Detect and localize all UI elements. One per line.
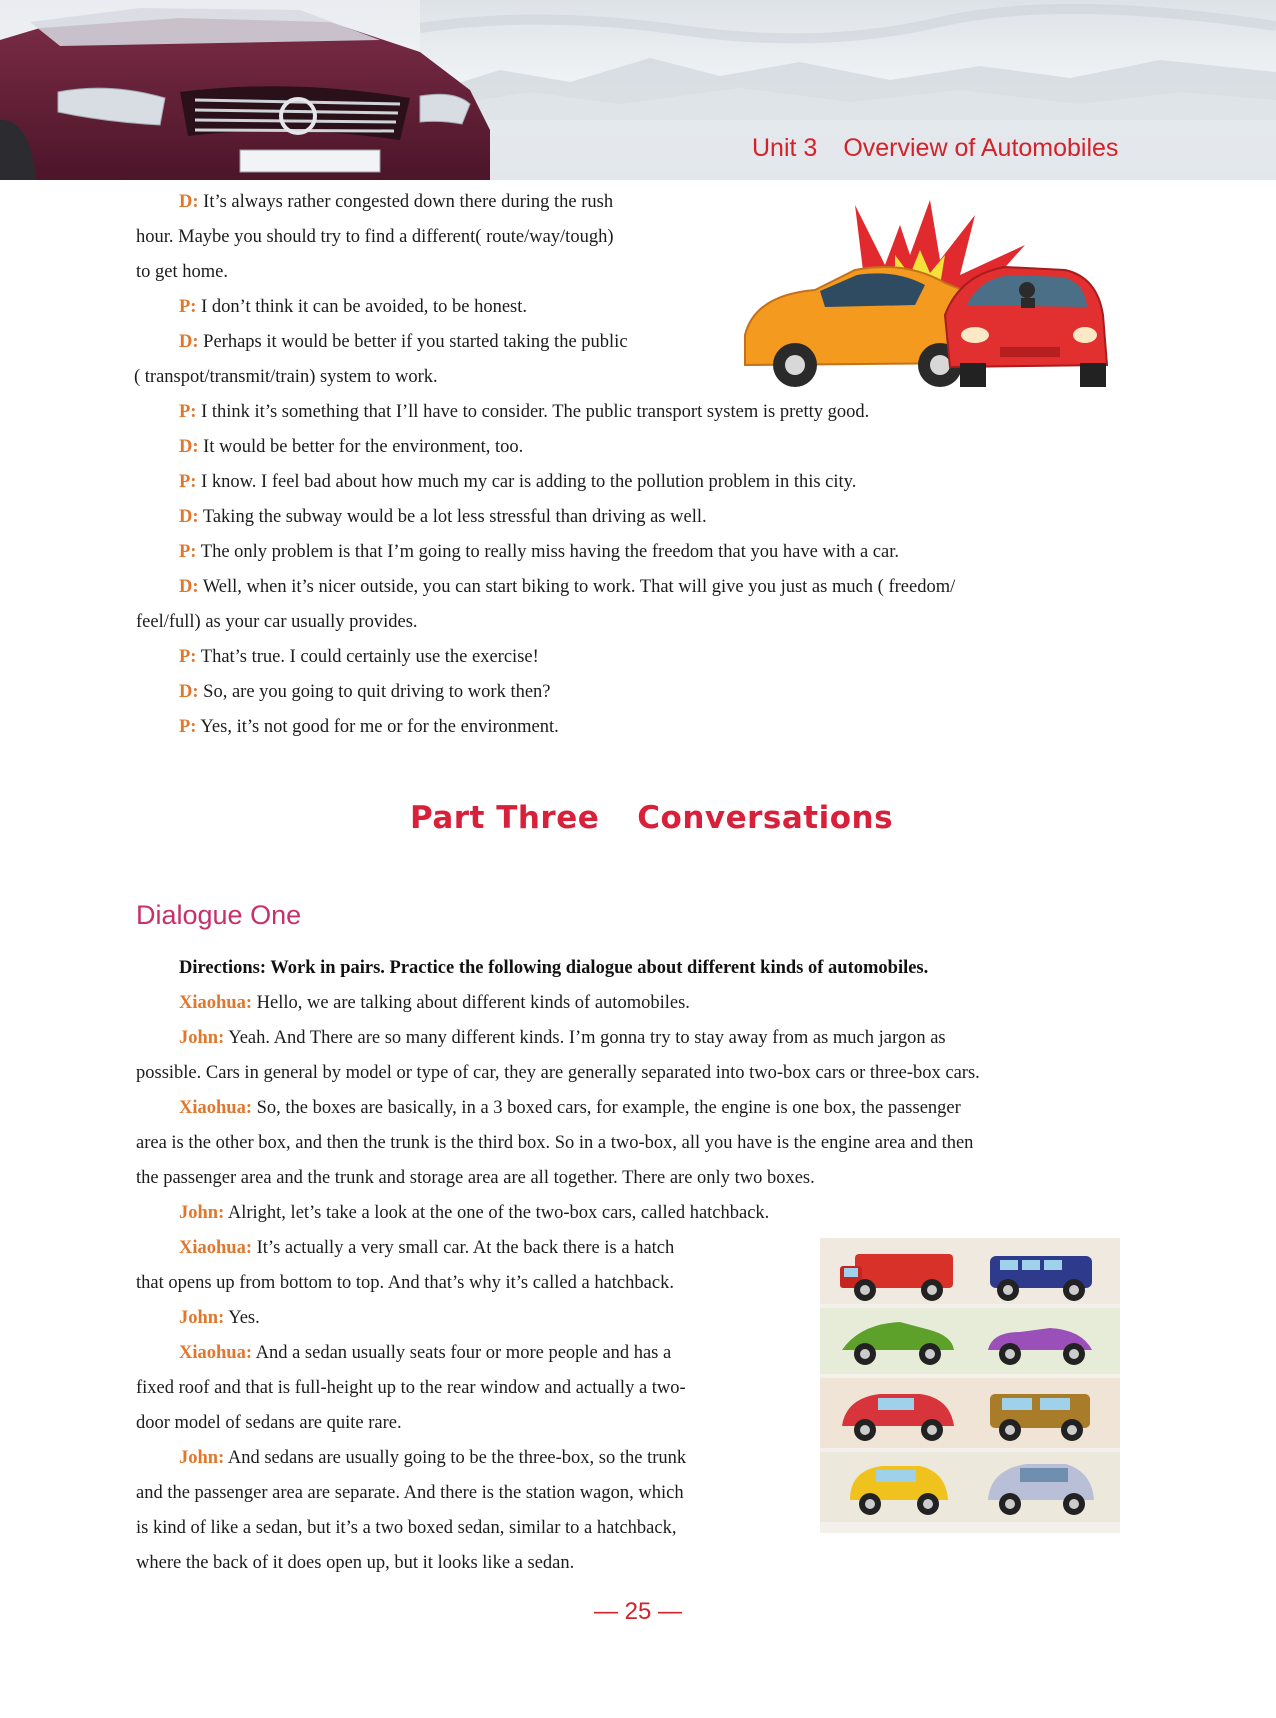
dialogue-line bbox=[136, 1483, 684, 1504]
line-text: Hello, we are talking about different kinds of automobiles. bbox=[256, 993, 690, 1013]
dialogue-line bbox=[136, 227, 613, 248]
part-title: Conversations bbox=[637, 800, 894, 836]
unit-title bbox=[752, 134, 1118, 163]
dialogue-line bbox=[136, 262, 228, 283]
speaker-label: P: bbox=[179, 402, 197, 422]
speaker-label: Xiaohua: bbox=[179, 1343, 252, 1363]
line-text: And a sedan usually seats four or more people and has a bbox=[255, 1343, 672, 1363]
line-text: So, are you going to quit driving to work then? bbox=[203, 682, 551, 702]
dialogue-line bbox=[179, 472, 856, 493]
line-text: Yeah. And There are so many different kinds. I’m gonna try to stay away from as much jargon as bbox=[228, 1028, 946, 1048]
speaker-label: John: bbox=[179, 1448, 225, 1468]
line-text: and the passenger area are separate. And there is the station wagon, which bbox=[136, 1483, 684, 1503]
line-text: that opens up from bottom to top. And that’s why it’s called a hatchback. bbox=[136, 1273, 674, 1293]
header-car-illustration bbox=[0, 0, 500, 180]
unit-name: Overview of Automobiles bbox=[843, 134, 1119, 162]
line-text: is kind of like a sedan, but it’s a two boxed sedan, similar to a hatchback, bbox=[136, 1518, 677, 1538]
speaker-label: P: bbox=[179, 472, 197, 492]
dialogue-line bbox=[136, 1168, 815, 1189]
line-text: It’s always rather congested down there during the rush bbox=[203, 192, 614, 212]
speaker-label: D: bbox=[179, 192, 199, 212]
dialogue-line bbox=[136, 1518, 676, 1539]
dialogue-line bbox=[179, 332, 628, 353]
dialogue-line bbox=[179, 1308, 260, 1329]
dialogue-line bbox=[179, 297, 527, 318]
page-number: — 25 — bbox=[593, 1598, 683, 1625]
line-text: possible. Cars in general by model or type of car, they are generally separated into two-box cars or three-box cars. bbox=[136, 1063, 980, 1083]
dialogue-line bbox=[136, 1273, 674, 1294]
dialogue-line bbox=[179, 717, 559, 738]
dialogue-line bbox=[136, 1378, 686, 1399]
dialogue-line bbox=[179, 437, 523, 458]
line-text: That’s true. I could certainly use the exercise! bbox=[200, 647, 539, 667]
line-text: Alright, let’s take a look at the one of the two-box cars, called hatchback. bbox=[227, 1203, 770, 1223]
speaker-label: D: bbox=[179, 682, 199, 702]
part-heading bbox=[410, 800, 893, 836]
line-text: hour. Maybe you should try to find a different( route/way/tough) bbox=[136, 227, 614, 247]
dialogue-line bbox=[179, 1343, 671, 1364]
line-text: The only problem is that I’m going to really miss having the freedom that you have with a car. bbox=[200, 542, 899, 562]
line-text: ( transpot/transmit/train) system to work. bbox=[134, 367, 438, 387]
line-text: It’s actually a very small car. At the back there is a hatch bbox=[256, 1238, 675, 1258]
dialogue-line bbox=[179, 402, 869, 423]
line-text: where the back of it does open up, but it looks like a sedan. bbox=[136, 1553, 575, 1573]
speaker-label: D: bbox=[179, 437, 199, 457]
car-crash-illustration bbox=[735, 195, 1115, 405]
dialogue-line bbox=[136, 1063, 980, 1084]
dialogue-line bbox=[179, 647, 539, 668]
page-header-banner bbox=[0, 0, 1276, 180]
speaker-label: P: bbox=[179, 717, 197, 737]
line-text: Yes, it’s not good for me or for the environment. bbox=[200, 717, 559, 737]
dialogue-line bbox=[136, 1553, 574, 1574]
line-text: It would be better for the environment, too. bbox=[203, 437, 524, 457]
speaker-label: John: bbox=[179, 1028, 225, 1048]
dialogue-line bbox=[179, 507, 707, 528]
dialogue-line bbox=[136, 612, 418, 633]
dialogue-line bbox=[179, 682, 551, 703]
part-label: Part Three bbox=[410, 800, 600, 836]
dialogue-line bbox=[179, 1238, 674, 1259]
dialogue-line bbox=[179, 1098, 961, 1119]
dialogue-title: Dialogue One bbox=[136, 900, 302, 930]
line-text: So, the boxes are basically, in a 3 boxed cars, for example, the engine is one box, the passenger bbox=[256, 1098, 961, 1118]
line-text: Yes. bbox=[228, 1308, 260, 1328]
car-types-grid-illustration bbox=[820, 1238, 1120, 1533]
dialogue-line bbox=[134, 367, 438, 388]
line-text: Well, when it’s nicer outside, you can start biking to work. That will give you just as much ( freedom/ bbox=[202, 577, 956, 597]
speaker-label: D: bbox=[179, 577, 199, 597]
dialogue-line bbox=[136, 1413, 402, 1434]
speaker-label: P: bbox=[179, 542, 197, 562]
line-text: area is the other box, and then the trunk is the third box. So in a two-box, all you have is the engine area and then bbox=[136, 1133, 974, 1153]
line-text: to get home. bbox=[136, 262, 228, 282]
line-text: Taking the subway would be a lot less stressful than driving as well. bbox=[202, 507, 707, 527]
line-text: feel/full) as your car usually provides. bbox=[136, 612, 418, 632]
speaker-label: Xiaohua: bbox=[179, 1098, 252, 1118]
dialogue-line bbox=[179, 1448, 686, 1469]
line-text: I think it’s something that I’ll have to consider. The public transport system is pretty good. bbox=[201, 402, 870, 422]
line-text: Perhaps it would be better if you started taking the public bbox=[203, 332, 628, 352]
dialogue-line bbox=[179, 1203, 769, 1224]
speaker-label: D: bbox=[179, 507, 199, 527]
dialogue-line bbox=[179, 192, 613, 213]
unit-number: Unit 3 bbox=[752, 134, 818, 162]
dialogue-line bbox=[179, 577, 955, 598]
dialogue-line bbox=[179, 993, 690, 1014]
speaker-label: Xiaohua: bbox=[179, 1238, 252, 1258]
line-text: fixed roof and that is full-height up to the rear window and actually a two- bbox=[136, 1378, 686, 1398]
speaker-label: D: bbox=[179, 332, 199, 352]
dialogue-line bbox=[179, 542, 899, 563]
speaker-label: John: bbox=[179, 1203, 225, 1223]
dialogue-line bbox=[136, 1133, 973, 1154]
speaker-label: P: bbox=[179, 297, 197, 317]
speaker-label: John: bbox=[179, 1308, 225, 1328]
line-text: I don’t think it can be avoided, to be honest. bbox=[201, 297, 528, 317]
directions-text: Directions: Work in pairs. Practice the following dialogue about different kinds of automobiles. bbox=[179, 958, 929, 978]
dialogue-line bbox=[179, 1028, 946, 1049]
speaker-label: Xiaohua: bbox=[179, 993, 252, 1013]
line-text: the passenger area and the trunk and storage area are all together. There are only two boxes. bbox=[136, 1168, 815, 1188]
line-text: I know. I feel bad about how much my car is adding to the pollution problem in this city. bbox=[201, 472, 857, 492]
line-text: door model of sedans are quite rare. bbox=[136, 1413, 402, 1433]
speaker-label: P: bbox=[179, 647, 197, 667]
line-text: And sedans are usually going to be the three-box, so the trunk bbox=[227, 1448, 687, 1468]
